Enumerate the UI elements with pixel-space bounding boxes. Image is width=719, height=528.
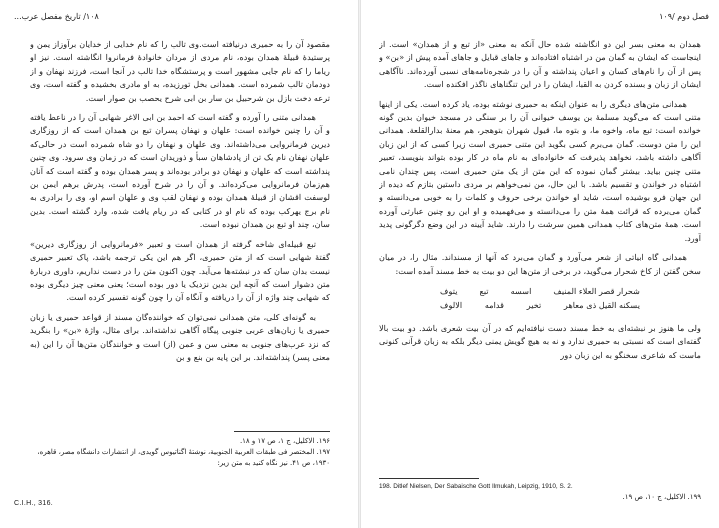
right-page <box>361 0 719 528</box>
footnote-196: ۱۹۶. الاکلیل، ج ۱، ص ۱۷ و ۱۸. <box>239 437 330 445</box>
left-page-signature: C.I.H., 316. <box>14 500 54 507</box>
footnote-199: ۱۹۹. الاکلیل، ج ۱۰، ص ۱۹. <box>622 493 701 501</box>
verse-word: قدامه <box>484 299 505 310</box>
left-paragraph-1: مقصود آن را به حمیری درنیافته است.وی تالب را که نام خدایی از خدایان برآوزاز یمن و پرستیدهٔ قبیلهٔ همدان بوده، نام مردی از مردان خانوادهٔ فرمانروا انگاشته است. نیز او ریاما را که نام جایی مشهور است و پرستشگاه خدا تالب در آنجا است، فرزند نهفان و از دودمان تالب شمرده است. همدانی بخل تورزیده، به او مادری بخشیده و گفته است، وی ترعه دخت بازل بن شرحبیل بن سار بن ابی شرح یحصب بن صوار است. <box>30 39 330 103</box>
verse-line <box>440 284 640 298</box>
right-paragraph-4: ولی ما هنوز بر نبشته‌ای به خط مسند دست نیافته‌ایم که در آن بیت شعری باشد. دو بیت بالا گفته‌ای است که نسبتی به حمیری ندارد و نه به هیچ گویش یمنی دیگر بلکه به زبان قرآنی کنونی ماست که شاعری سخنگو به این زبان دور <box>379 322 701 360</box>
right-footnotes <box>379 481 701 503</box>
left-footnotes <box>30 436 330 469</box>
left-paragraph-4: به گونه‌ای کلی، متن همدانی نمی‌توان که خواننده‌گان مسند از قواعد حمیری یا زبان حمیری یا زبان‌های عربی جنوبی پیگاه آگاهی نداشته‌اند. برای مثال، واژهٔ «بن» را بنگرید که نزد عرب‌های جنوبی به معنی سن و عمن (از) است و خوانندگان متن‌ها آن را این (به معنی پسر) پنداشته‌اند. بر این پایه بن بنع و بن <box>30 311 330 362</box>
footnote-197: ۱۹۷. المختصر فی طبقات العربیة الجنوبیة، نوشتهٔ اگناتیوس گویدی، از انتشارات دانشگاه مصر، قاهره، ۱۹۳۰، ص ۴۱. نیز نگاه کنید به متن زیر: <box>37 448 330 467</box>
footnote-198: 198. Ditlef Nielsen, Der Sabaische Gott Ilmukah, Leipzig, 1910, S. 2. <box>379 483 573 490</box>
verse-word: اسسه <box>510 285 532 296</box>
left-page <box>0 0 358 528</box>
verse-line <box>440 298 640 312</box>
left-paragraph-3: تبع قبیله‌ای شاخه گرفته از همدان است و تعبیر «فرمانروایی از روزگاری دیرین» گفتهٔ شهابی است که از متن حمیری، اگر هم این یکی ترجمه باشد، پاک تعبیر حمیری نیست بدان سان که در نبشته‌ها می‌آید. چون اکنون متن را در دست نداریم، داوری دربارهٔ متن دشوار است که آنچه این بدین نزدیک یا دور بوده است؛ یعنی معنی چیز دیگری بوده که شهابی چند واژه از آن را دریافته و آنگاه آن را چون گونه تفسیر کرده است. <box>30 238 330 303</box>
left-footnote-rule <box>234 431 330 432</box>
right-page-body <box>379 38 701 423</box>
left-paragraph-2: همدانی متنی را آورده و گفته است که احمد بن ابی الاغر شهابی آن را در ناعط یافته و آن را چنین خوانده است: علهان و نهفان پسران تبع بن همدان است که از روزگاری دیرین فرمانروایی می‌داشته‌اند. وی علهان و نهفان را دو شاه شمرده است در حالی‌که علهان نهفان نام یک تن از پادشاهان سبأ و ذوریدان است که در زمان وی سرود. وی چنین پنداشته است که علهان و نهفان دو برادر بوده‌اند و پسر همدان بوده و گفته است که آنان هم‌زمان فرمانروایی می‌کرده‌اند. و آن را در شرح آورده است، پدرش برهم ایمن بن لوسفت اقشان از قبیلهٔ همدان بوده و نهفان لقب وی و علهان اسم او، وی را برادری به نام برج یهرکب بوده که نام او در کتابی که در ریام یافت شده، وارد گشته است. بدین سان، چند او تبع بن همدان نبوده است. <box>30 112 330 230</box>
verse-hemistich: یسکنه القیل ذی معاهر <box>563 299 640 310</box>
poem-verse <box>440 284 640 312</box>
verse-word: تخیر <box>526 299 542 310</box>
verse-word: تبع <box>479 285 489 296</box>
left-page-body <box>30 38 330 423</box>
right-paragraph-3: همدانی گاه ابیاتی از شعر می‌آورد و گمان می‌برد که آنها از مسند‌اند. مثال را، در میان سخن گفتن از کاخ شحرار می‌گوید، در برخی از متن‌ها این دو بیت به خط مسند آمده است: <box>379 252 701 276</box>
left-page-header: ۱۰۸/ تاریخ مفصل عرب... <box>14 12 99 21</box>
right-footnote-rule <box>379 478 479 479</box>
verse-word: الالوف <box>440 299 463 310</box>
verse-hemistich: شحرار قصر العلاء المنیف <box>553 285 640 296</box>
right-page-header: فصل دوم /۱۰۹ <box>659 12 709 21</box>
right-paragraph-1: همدان به معنی بسر این دو انگاشته شده حال آنکه به معنی «از تبع و از همدان» است. از اینجاست که ایشان به گمان من در اشتباه افتاده‌اند و جاهای قبایل و جاهای آمده پیش از «بن» و پس از آن را نام‌های کسان و اعیان پنداشته و آن را در شجره‌نامه‌های نسبی آورده‌اند. ناآگاهی ایشان از زبان و بسنده کردن به القبا، ایشان را در این تنگناهای ناگذر افکنده است. <box>379 39 701 90</box>
right-paragraph-2: همدانی متن‌های دیگری را به عنوان اینکه به حمیری نوشته بوده، یاد کرده است. یکی از اینها متنی است که می‌گوید مسلمهٔ بن یوسف خیوانی آن را بر سنگی در مسجد خیوان بدین گونه خوانده است: تبع ماه، واخوه ما، و بتوه ما، قیول شهران بتوهجر، هم معنهٔ بدارالقلعة. همدانی این را متن دوست. گمان می‌برم کسی بگوید این متنی حمیری است زیرا کسی که از این زبان آگاهی داشته باشد، نخواهد پذیرفت که خانواده‌ای به نام ماه در کار بوده بتواند بنویسد، تعبیر متنی چنین بیاید. بیشتر گمان نموده که این متن از یک متن حمیری است، پس چندان نامی اشتباه در خواندن و تقسیم باشد. با این حال، من نمی‌خواهم بر مردی داستین بتازم که دیده از این جهان فرو بوشیده است، شاید او خواندن برخی حروف و کلمات را به خوبی می‌دانسته و گمان می‌برده که قرائت همهٔ متن را می‌دانسته و می‌فهمیده و او این رو چنین عبارتی آورده است. همهٔ متن‌های کتاب همدانی همین سرشت را دارند. شاید آیینه در این وضع دگرگونی پدید آورد. <box>379 98 701 243</box>
verse-word: یتوف <box>440 285 458 296</box>
